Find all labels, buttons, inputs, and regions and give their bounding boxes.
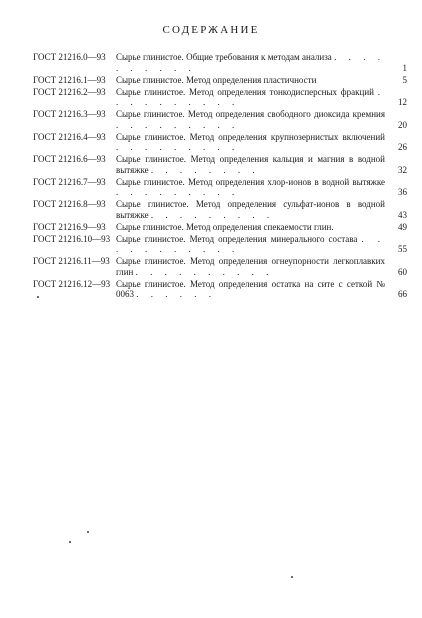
leader-dots: . . . . . . . . . <box>150 209 275 220</box>
scan-speck <box>291 576 293 578</box>
leader-dots: . . . . . . . . . . <box>116 52 386 73</box>
standard-code: ГОСТ 21216.4—93 <box>33 131 106 142</box>
entry-title: Сырье глинистое. Метод определения хлор-ионов в водной вытяжке . . . . . . . . . <box>116 176 385 197</box>
leader-dots: . . . . . . . . . <box>116 187 240 197</box>
entry-title: Сырье глинистое. Общие требования к методам анализа . . . . . . . . . . <box>116 52 386 73</box>
page-number: 12 <box>398 97 407 107</box>
leader-dots: . . . . . . . . . . <box>116 86 385 107</box>
entry-title: Сырье глинистое. Метод определения пластичности <box>116 74 317 85</box>
toc-entry <box>33 109 407 130</box>
page-number: 55 <box>398 244 407 254</box>
toc-entry <box>33 199 407 220</box>
page-number: 49 <box>398 221 407 232</box>
toc-entry <box>33 222 407 233</box>
standard-code: ГОСТ 21216.2—93 <box>33 86 106 97</box>
standard-code: ГОСТ 21216.6—93 <box>33 154 106 164</box>
page-title: СОДЕРЖАНИЕ <box>162 24 260 36</box>
entry-title: Сырье глинистое. Метод определения сульфат-ионов в водной вытяжке . . . . . . . . . <box>116 199 385 220</box>
standard-code: ГОСТ 21216.7—93 <box>33 176 106 187</box>
toc-entry <box>33 52 407 73</box>
standard-code: ГОСТ 21216.1—93 <box>33 74 106 85</box>
leader-dots: . . . . . . . . <box>150 164 260 175</box>
page-number: 1 <box>402 62 407 73</box>
page-number: 43 <box>398 209 407 220</box>
leader-dots: . . . . . . . . . . . <box>116 233 385 254</box>
entry-title: Сырье глинистое. Метод определения огнеупорности легкоплавких глин . . . . . . . . . . <box>116 256 385 277</box>
scan-speck <box>69 541 71 543</box>
page-number: 36 <box>398 187 407 197</box>
scan-speck <box>87 531 89 533</box>
toc-entry <box>33 256 407 277</box>
standard-code: ГОСТ 21216.11—93 <box>33 256 110 266</box>
scan-speck <box>37 296 39 298</box>
standard-code: ГОСТ 21216.3—93 <box>33 109 106 119</box>
standard-code: ГОСТ 21216.10—93 <box>33 233 111 244</box>
standard-code: ГОСТ 21216.8—93 <box>33 199 106 209</box>
standard-code: ГОСТ 21216.9—93 <box>33 221 106 232</box>
entry-title: Сырье глинистое. Метод определения спекаемости глин. <box>116 221 334 232</box>
standard-code: ГОСТ 21216.12—93 <box>33 278 111 289</box>
table-of-contents <box>33 52 407 301</box>
toc-entry <box>33 154 407 175</box>
page-number: 26 <box>398 142 407 152</box>
entry-title: Сырье глинистое. Метод определения минерального состава . . . . . . . . . . . <box>116 233 385 254</box>
page-number: 32 <box>398 164 407 175</box>
page-number: 66 <box>398 289 407 299</box>
toc-entry <box>33 75 407 86</box>
page-number: 20 <box>398 119 407 130</box>
leader-dots: . . . . . . . . . <box>116 119 240 130</box>
toc-entry <box>33 132 407 153</box>
toc-entry <box>33 87 407 108</box>
page-number: 5 <box>402 74 407 85</box>
page-number: 60 <box>398 266 407 277</box>
toc-entry <box>33 234 407 255</box>
leader-dots: . . . . . . . . . <box>116 142 240 152</box>
standard-code: ГОСТ 21216.0—93 <box>33 52 106 62</box>
entry-title: Сырье глинистое. Метод определения тонкодисперсных фракций . . . . . . . . . . <box>116 86 385 107</box>
leader-dots: . . . . . . . . . . <box>135 266 274 277</box>
entry-title: Сырье глинистое. Метод определения остатка на сите с сеткой № 0063 . . . . . . <box>116 278 385 299</box>
entry-title: Сырье глинистое. Метод определения свободного диоксида кремния . . . . . . . . . <box>116 109 385 130</box>
entry-title: Сырье глинистое. Метод определения крупнозернистых включений . . . . . . . . . <box>116 131 385 152</box>
toc-entry <box>33 279 407 300</box>
toc-entry <box>33 177 407 198</box>
entry-title: Сырье глинистое. Метод определения кальция и магния в водной вытяжке . . . . . . . . <box>116 154 385 175</box>
leader-dots: . . . . . . <box>136 289 216 299</box>
